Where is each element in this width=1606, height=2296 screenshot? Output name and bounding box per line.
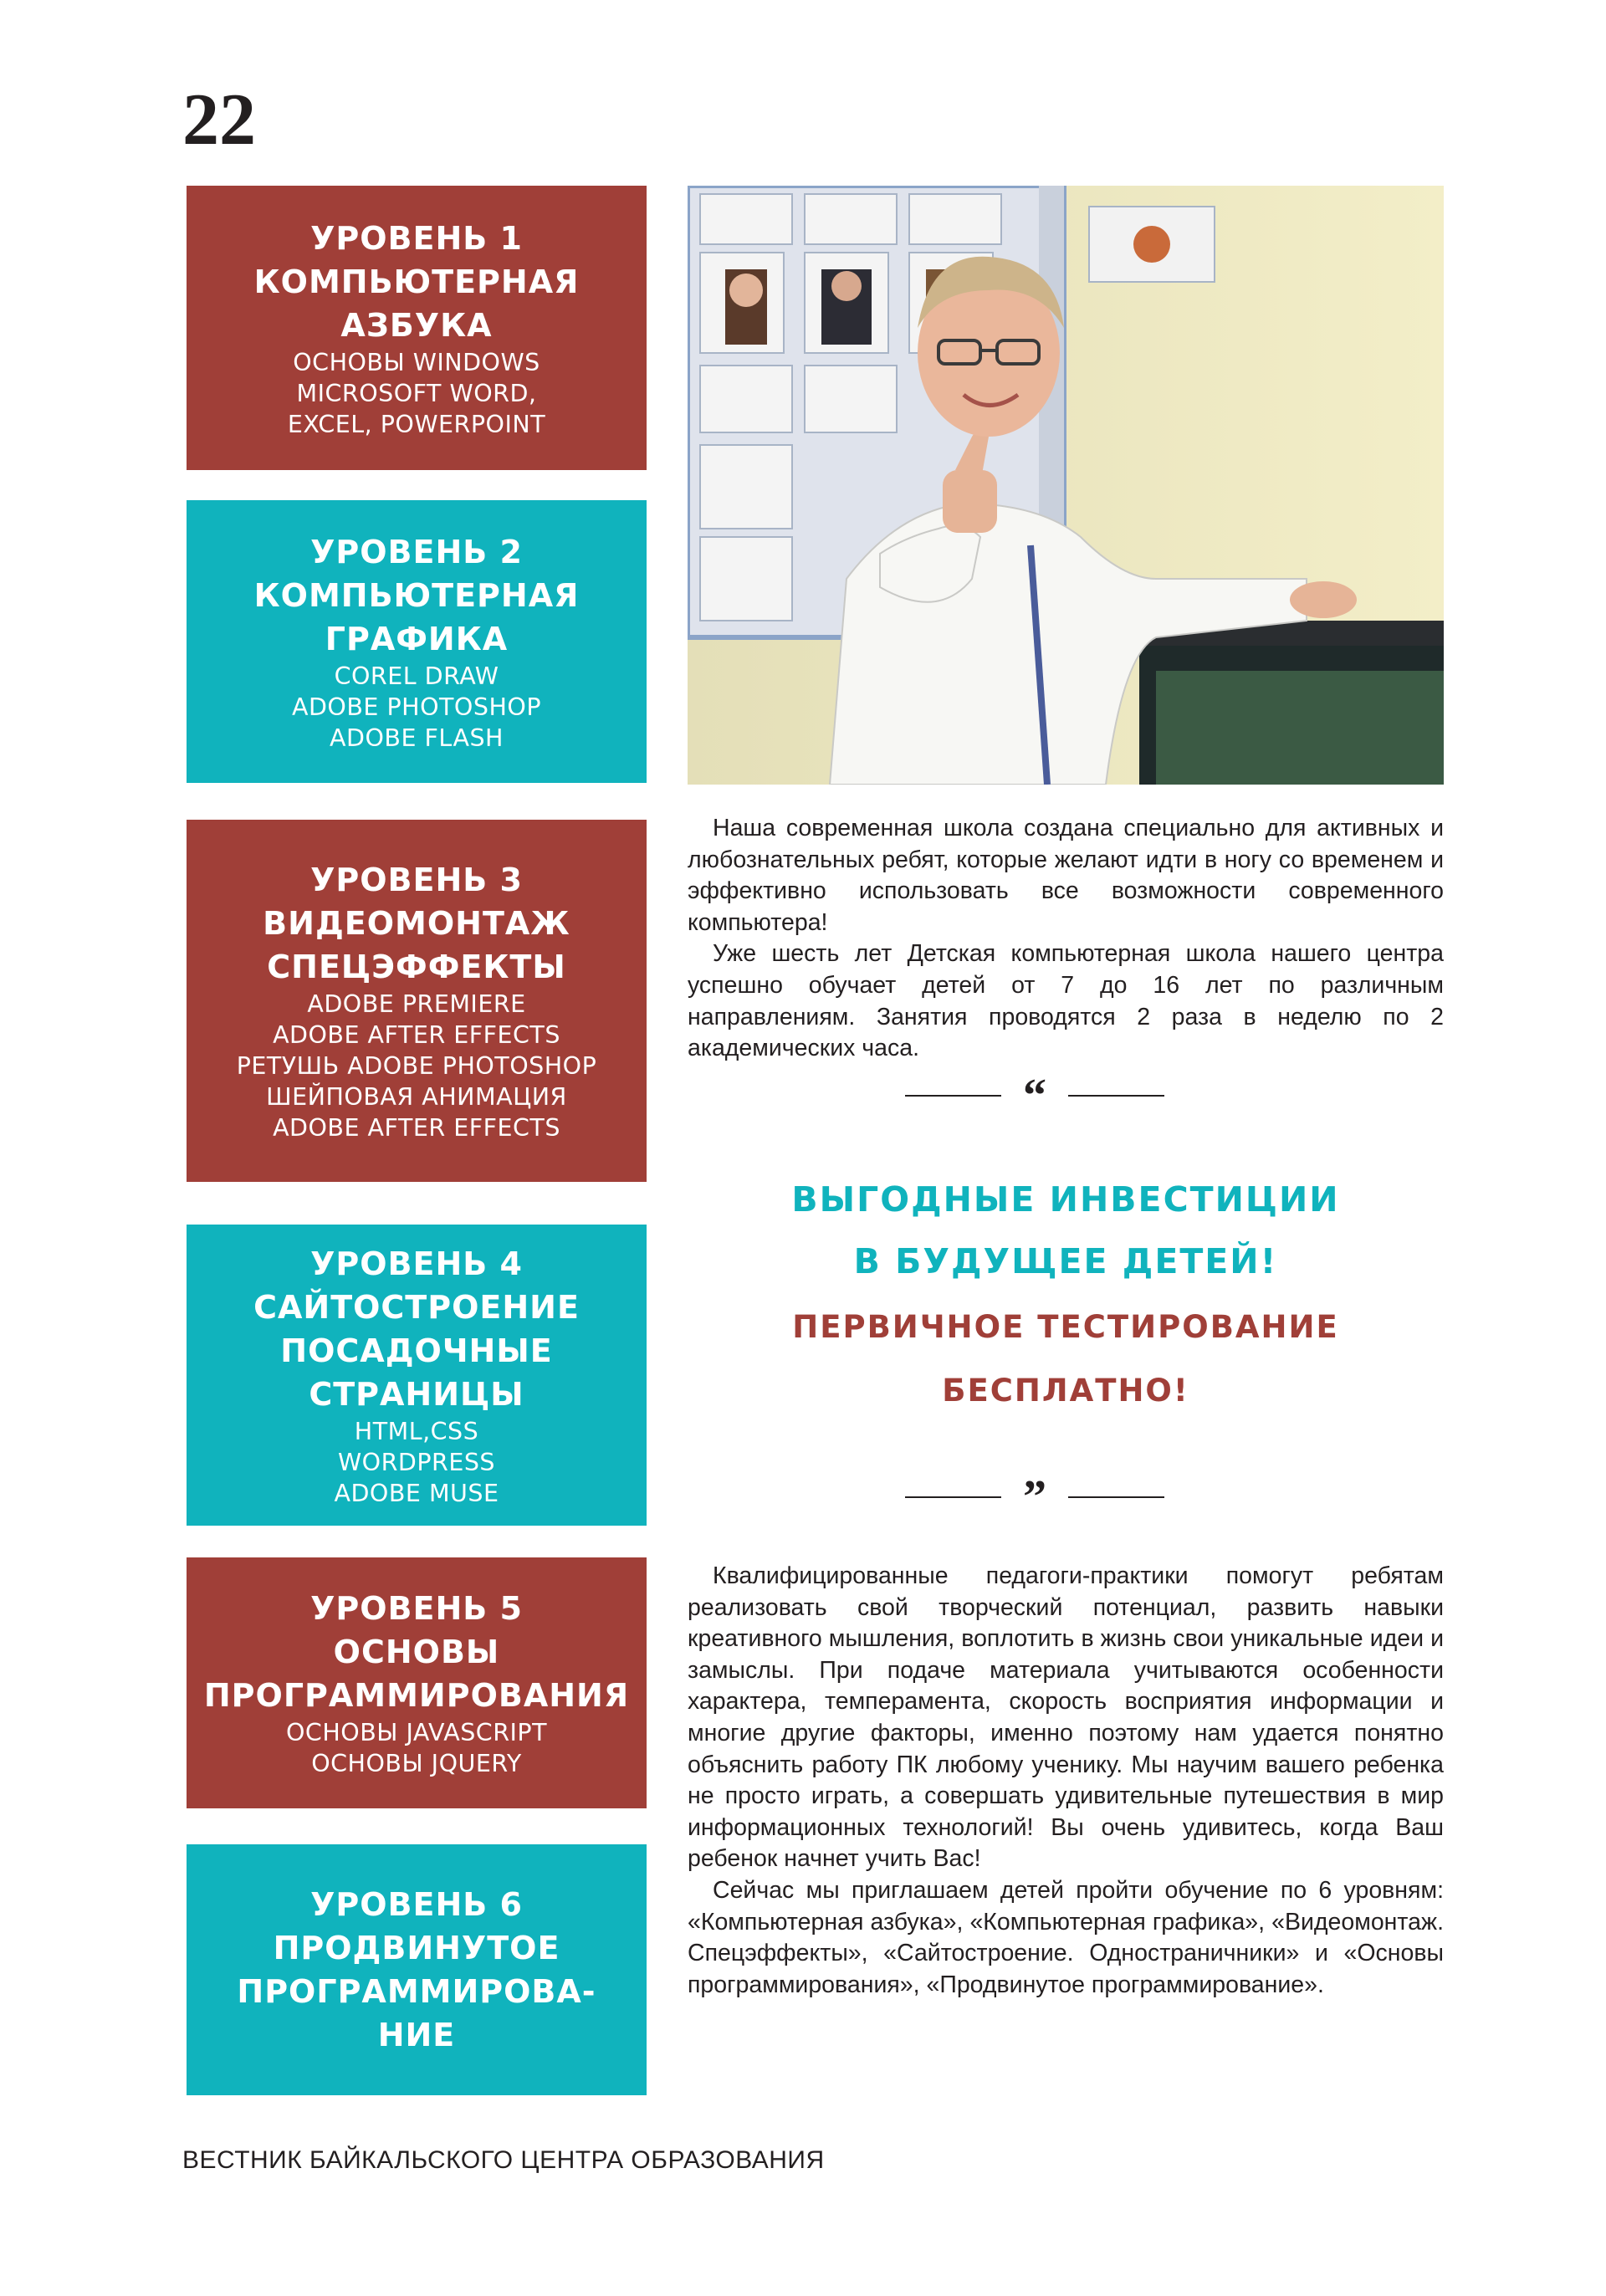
level-item: ADOBE PHOTOSHOP: [291, 693, 542, 721]
quote-divider-close: [905, 1471, 1164, 1523]
level-item: ADOBE AFTER EFFECTS: [273, 1021, 560, 1049]
level-title-line: ВИДЕОМОНТАЖ: [263, 905, 570, 942]
level-title-line: ОСНОВЫ: [333, 1634, 500, 1670]
divider-rule: [1068, 1496, 1164, 1498]
level-title-line: ГРАФИКА: [325, 620, 509, 657]
level-title-line: УРОВЕНЬ 5: [310, 1590, 523, 1627]
level-title-line: УРОВЕНЬ 6: [310, 1886, 523, 1923]
publication-footer: ВЕСТНИК БАЙКАЛЬСКОГО ЦЕНТРА ОБРАЗОВАНИЯ: [182, 2146, 825, 2174]
level-items: [292, 661, 541, 754]
promo-headline-line: ВЫГОДНЫЕ ИНВЕСТИЦИИ: [791, 1179, 1340, 1220]
level-title: [204, 1587, 629, 1717]
level-title-line: КОМПЬЮТЕРНАЯ: [253, 263, 580, 300]
level-title-line: САЙТОСТРОЕНИЕ: [253, 1288, 580, 1326]
level-title-line: УРОВЕНЬ 2: [310, 533, 523, 570]
level-item: РЕТУШЬ ADOBE PHOTOSHOP: [236, 1052, 597, 1080]
level-title-line: ПРОДВИНУТОЕ: [273, 1930, 560, 1966]
student-thumbs-up-illustration: [688, 186, 1444, 785]
level-3-block: [187, 820, 647, 1182]
intro-text: [688, 813, 1444, 1065]
level-title-line: НИЕ: [377, 2017, 456, 2053]
level-4-block: [187, 1225, 647, 1526]
level-item: ADOBE PREMIERE: [307, 990, 526, 1018]
level-title-line: КОМПЬЮТЕРНАЯ: [253, 576, 580, 614]
body-text: [688, 1561, 1444, 2001]
promo-subline-line: БЕСПЛАТНО!: [942, 1373, 1189, 1409]
level-item: MICROSOFT WORD,: [296, 379, 537, 407]
level-title: [254, 530, 580, 661]
page-number: 22: [182, 79, 256, 161]
intro-paragraph: Наша современная школа создана специально для активных и любознательных ребят, которые желают идти в ногу со временем и эффективно использовать все возможности современного компьютера!: [688, 815, 1444, 936]
level-title-line: УРОВЕНЬ 1: [310, 219, 523, 257]
level-title-line: ПРОГРАММИРОВАНИЯ: [203, 1677, 630, 1714]
level-title-line: СПЕЦЭФФЕКТЫ: [267, 949, 566, 985]
level-item: ADOBE MUSE: [334, 1479, 499, 1507]
level-items: [237, 989, 597, 1143]
divider-rule: [905, 1095, 1001, 1097]
quote-divider-open: [905, 1070, 1164, 1122]
level-items: [286, 1717, 547, 1779]
level-1-block: [187, 186, 647, 470]
level-title-line: АЗБУКА: [340, 306, 493, 344]
intro-paragraph: Уже шесть лет Детская компьютерная школа нашего центра успешно обучает детей от 7 до 16 лет по различным направлениям. Занятия проводятся 2 раза в неделю по 2 академических часа.: [688, 940, 1444, 1062]
level-item: ОСНОВЫ JQUERY: [311, 1750, 522, 1777]
level-item: WORDPRESS: [337, 1448, 496, 1476]
level-item: ОСНОВЫ JAVASCRIPT: [286, 1719, 547, 1746]
level-item: EXCEL, POWERPOINT: [287, 410, 546, 438]
promo-subline: [688, 1296, 1444, 1423]
close-quote-icon: ”: [1023, 1471, 1046, 1523]
level-2-block: [187, 500, 647, 783]
promo-subline-line: ПЕРВИЧНОЕ ТЕСТИРОВАНИЕ: [792, 1309, 1339, 1345]
level-5-block: [187, 1557, 647, 1808]
level-title-line: УРОВЕНЬ 4: [310, 1245, 523, 1282]
level-title-line: УРОВЕНЬ 3: [310, 862, 523, 898]
level-title-line: ПРОГРАММИРОВА-: [237, 1973, 596, 2010]
level-title: [237, 1883, 596, 2057]
body-paragraph: Квалифицированные педагоги-практики помогут ребятам реализовать свой творческий потенциал, развить навыки креативного мышления, воплотить в жизнь свои уникальные идеи и замыслы. При подаче материала учитываются особенности характера, темперамента, скорость восприятия информации и многие другие факторы, именно поэтому нам удается понятно объяснить работу ПК любому ученику. Мы научим вашего ребенка не просто играть, а совершать удивительные путешествия в мир информационных технологий! Вы очень удивитесь, когда Ваш ребенок начнет учить Вас!: [688, 1562, 1444, 1873]
level-item: HTML,CSS: [354, 1417, 479, 1445]
level-item: ADOBE FLASH: [330, 724, 504, 752]
body-paragraph: Сейчас мы приглашаем детей пройти обучение по 6 уровням: «Компьютерная азбука», «Компьютерная графика», «Видеомонтаж. Спецэффекты», «Сайтостроение. Одностраничники» и «Основы программирования», «Продвинутое программирование».: [688, 1876, 1444, 1998]
level-item: COREL DRAW: [334, 662, 499, 690]
level-items: [288, 347, 545, 440]
level-6-block: [187, 1844, 647, 2095]
open-quote-icon: “: [1023, 1070, 1046, 1122]
level-item: ШЕЙПОВАЯ АНИМАЦИЯ: [266, 1083, 567, 1111]
promo-headline-line: В БУДУЩЕЕ ДЕТЕЙ!: [853, 1241, 1278, 1281]
promo-headline: [688, 1168, 1444, 1292]
divider-rule: [1068, 1095, 1164, 1097]
level-title: [254, 217, 580, 347]
student-photo: [688, 186, 1444, 785]
level-title-line: СТРАНИЦЫ: [309, 1375, 524, 1413]
level-title-line: ПОСАДОЧНЫЕ: [280, 1332, 553, 1369]
divider-rule: [905, 1496, 1001, 1498]
level-item: ADOBE AFTER EFFECTS: [273, 1114, 560, 1142]
level-title: [263, 858, 570, 989]
level-items: [334, 1416, 499, 1509]
level-item: ОСНОВЫ WINDOWS: [293, 348, 540, 376]
level-title: [253, 1242, 580, 1416]
